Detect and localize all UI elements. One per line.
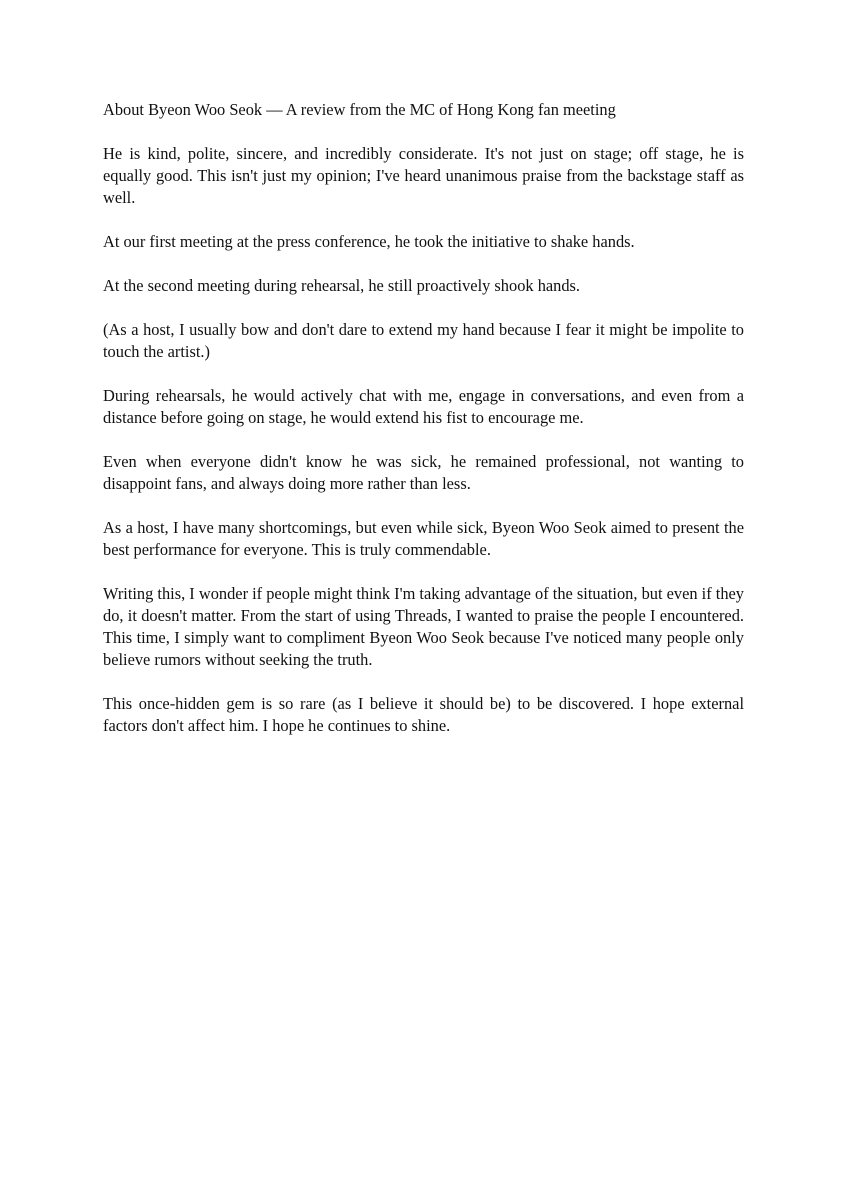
paragraph-kindness: He is kind, polite, sincere, and incredibly considerate. It's not just on stage; off stage, he is equally good. This isn't just my opinion; I've heard unanimous praise from the backstage staff as well.: [103, 144, 744, 207]
document-body: [103, 99, 744, 759]
document-title: About Byeon Woo Seok — A review from the MC of Hong Kong fan meeting: [103, 100, 616, 119]
paragraph-threads: Writing this, I wonder if people might think I'm taking advantage of the situation, but even if they do, it doesn't matter. From the start of using Threads, I wanted to praise the people I encountered. This time, I simply want to compliment Byeon Woo Seok because I've noticed many people only believe rumors without seeking the truth.: [103, 584, 744, 669]
paragraph-professional: Even when everyone didn't know he was sick, he remained professional, not wanting to disappoint fans, and always doing more rather than less.: [103, 452, 744, 493]
paragraph-rehearsals: During rehearsals, he would actively chat with me, engage in conversations, and even from a distance before going on stage, he would extend his fist to encourage me.: [103, 386, 744, 427]
paragraph-hidden-gem: This once-hidden gem is so rare (as I believe it should be) to be discovered. I hope external factors don't affect him. I hope he continues to shine.: [103, 694, 744, 735]
paragraph-second-meeting: At the second meeting during rehearsal, he still proactively shook hands.: [103, 276, 581, 295]
paragraph-first-meeting: At our first meeting at the press conference, he took the initiative to shake hands.: [103, 232, 635, 251]
paragraph-commendable: As a host, I have many shortcomings, but even while sick, Byeon Woo Seok aimed to present the best performance for everyone. This is truly commendable.: [103, 518, 744, 559]
paragraph-host-note: (As a host, I usually bow and don't dare to extend my hand because I fear it might be impolite to touch the artist.): [103, 320, 744, 361]
